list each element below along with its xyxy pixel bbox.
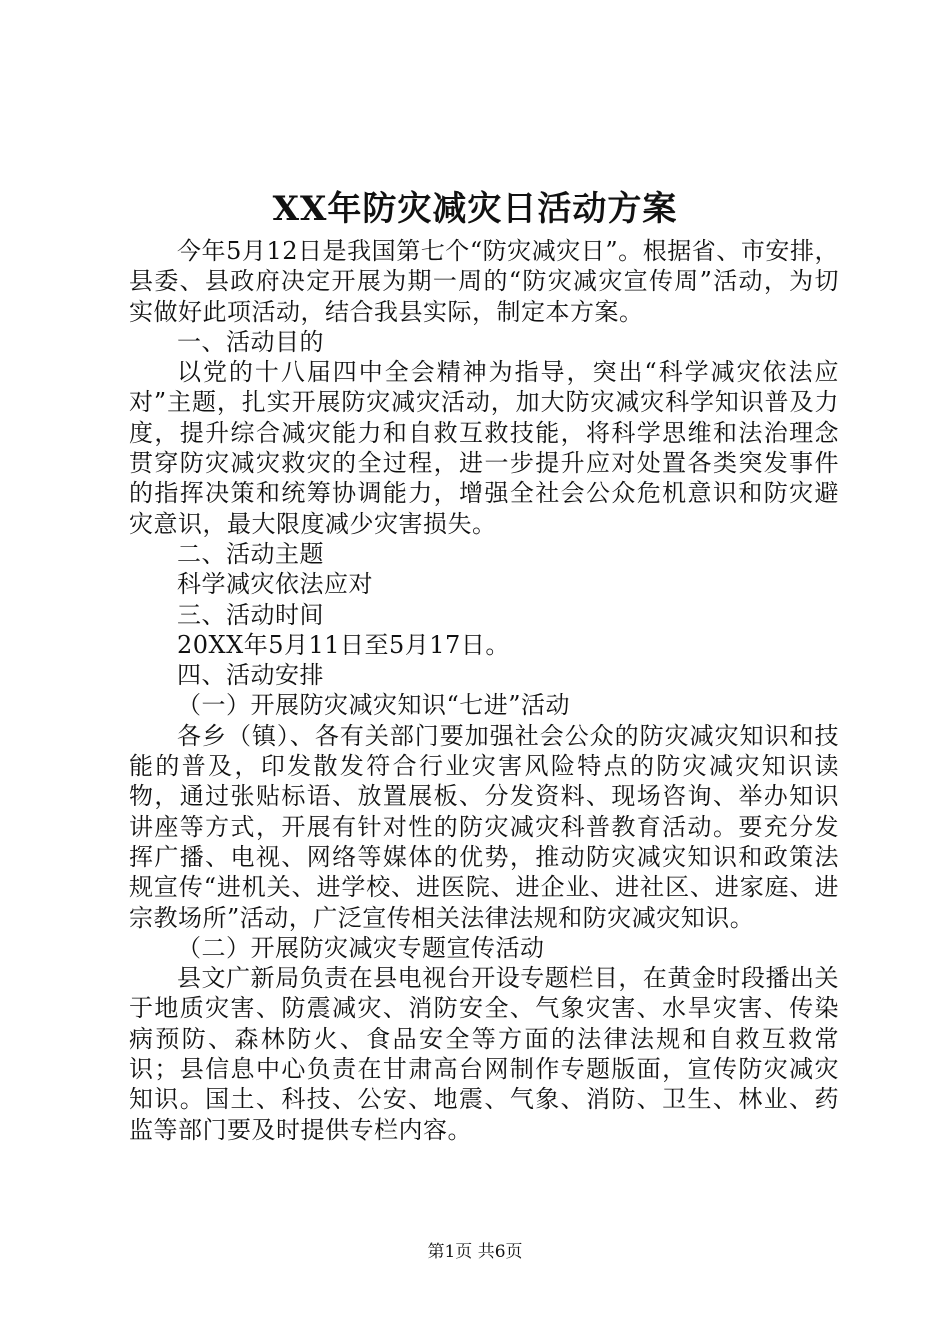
intro-paragraph: 今年5月12日是我国第七个“防灾减灾日”。根据省、市安排，县委、县政府决定开展为期一周的“防灾减灾宣传周”活动，为切实做好此项活动，结合我县实际，制定本方案。 — [129, 237, 839, 326]
time-paragraph: 20XX年5月11日至5月17日。 — [177, 630, 510, 659]
subsection-1-paragraph: 各乡（镇）、各有关部门要加强社会公众的防灾减灾知识和技能的普及，印发散发符合行业灾害风险特点的防灾减灾知识读物，通过张贴标语、放置展板、分发资料、现场咨询、举办知识讲座等方式，开展有针对性的防灾减灾科普教育活动。要充分发挥广播、电视、网络等媒体的优势，推动防灾减灾知识和政策法规宣传“进机关、进学校、进医院、进企业、进社区、进家庭、进宗教场所”活动，广泛宣传相关法律法规和防灾减灾知识。 — [129, 721, 839, 932]
theme-paragraph: 科学减灾依法应对 — [177, 570, 373, 599]
section-heading-arrangement: 四、活动安排 — [177, 661, 324, 690]
subsection-2-paragraph: 县文广新局负责在县电视台开设专题栏目，在黄金时段播出关于地质灾害、防震减灾、消防安全、气象灾害、水旱灾害、传染病预防、森林防火、食品安全等方面的法律法规和自救互救常识；县信息中心负责在甘肃高台网制作专题版面，宣传防灾减灾知识。国土、科技、公安、地震、气象、消防、卫生、林业、药监等部门要及时提供专栏内容。 — [129, 964, 839, 1144]
document-body — [129, 236, 839, 1145]
document-title: XX年防灾减灾日活动方案 — [272, 189, 678, 229]
section-heading-theme: 二、活动主题 — [177, 539, 324, 568]
subsection-heading-2: （二）开展防灾减灾专题宣传活动 — [177, 933, 545, 962]
section-heading-purpose: 一、活动目的 — [177, 327, 324, 356]
section-heading-time: 三、活动时间 — [177, 600, 324, 629]
purpose-paragraph: 以党的十八届四中全会精神为指导，突出“科学减灾依法应对”主题，扎实开展防灾减灾活动，加大防灾减灾科学知识普及力度，提升综合减灾能力和自救互救技能，将科学思维和法治理念贯穿防灾减灾救灾的全过程，进一步提升应对处置各类突发事件的指挥决策和统筹协调能力，增强全社会公众危机意识和防灾避灾意识，最大限度减少灾害损失。 — [129, 358, 839, 538]
page-number: 第1页 共6页 — [427, 1242, 523, 1262]
subsection-heading-1: （一）开展防灾减灾知识“七进”活动 — [177, 691, 571, 720]
